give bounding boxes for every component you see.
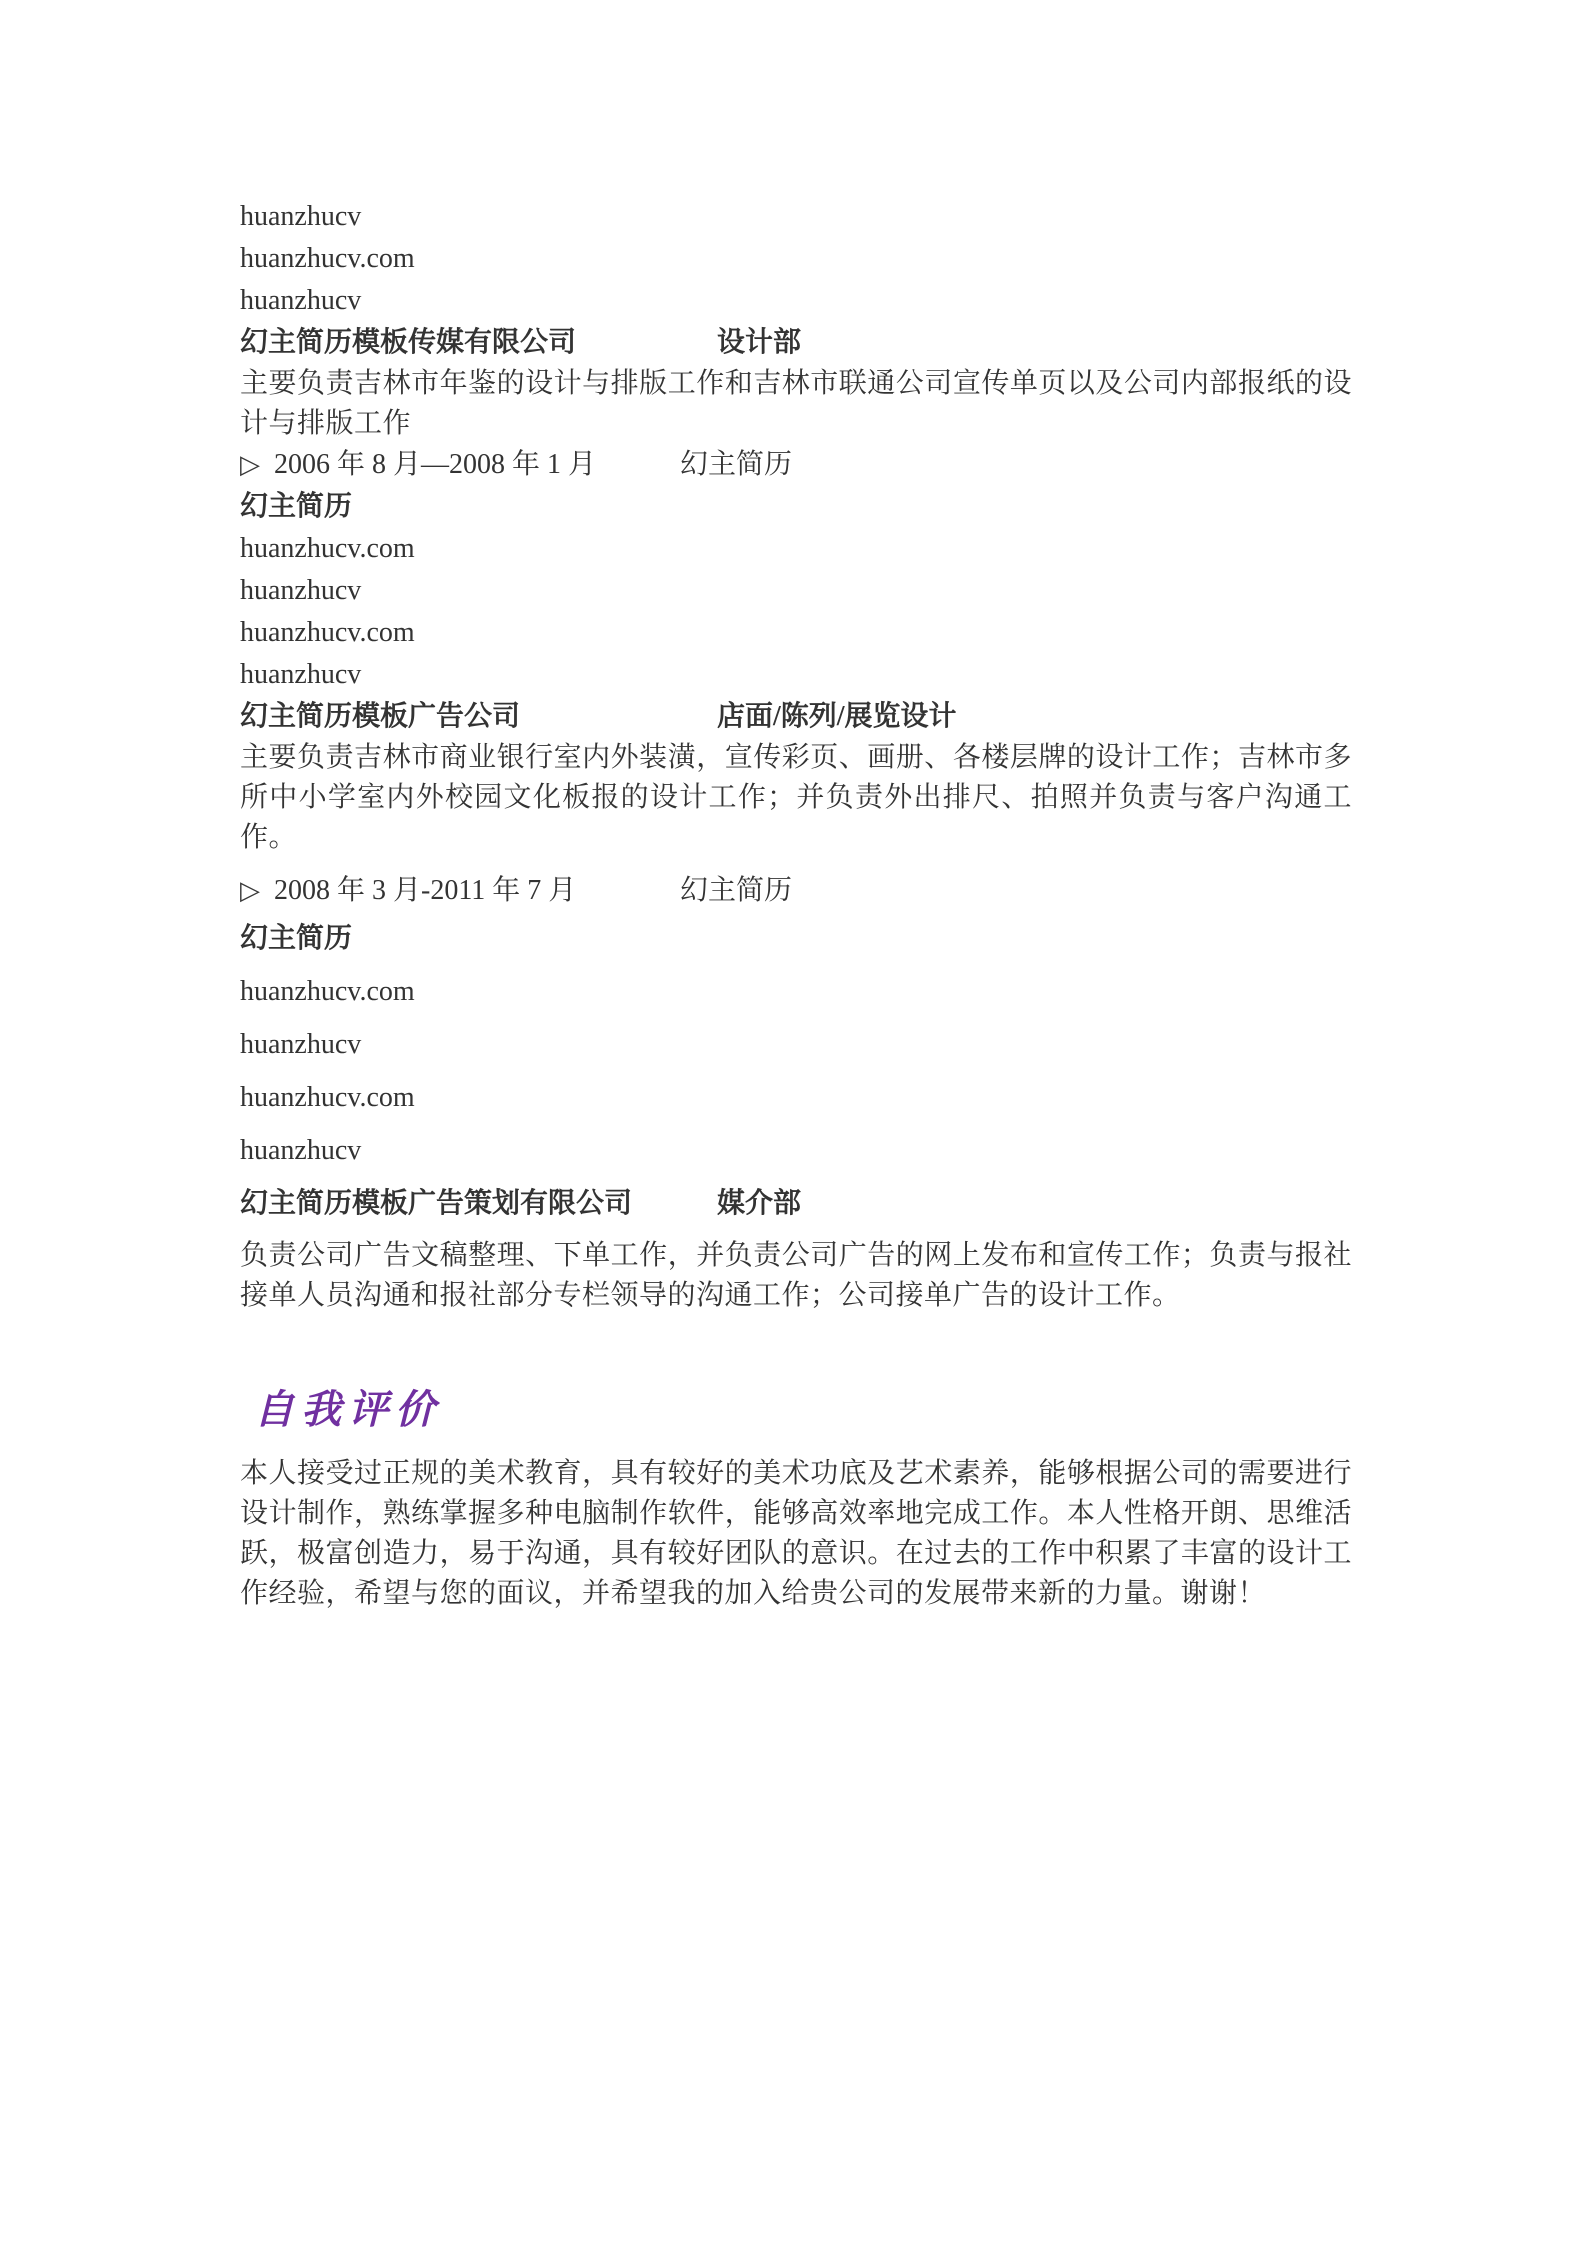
entry-name: 幻主简历 (240, 923, 353, 954)
company-name: 幻主简历模板传媒有限公司 (240, 327, 577, 358)
section-heading-self-evaluation: 自我评价 (254, 1387, 442, 1432)
contact-line: huanzhucv (240, 1135, 362, 1166)
date-range: 2008 年 3 月-2011 年 7 月 (274, 875, 577, 906)
date-left (240, 444, 680, 486)
job-description: 主要负责吉林市商业银行室内外装潢，宣传彩页、画册、各楼层牌的设计工作；吉林市多所中小学室内外校园文化板报的设计工作；并负责外出排尺、拍照并负责与客户沟通工作。 (240, 742, 1352, 853)
work-entry-2 (240, 486, 1352, 912)
job-description: 主要负责吉林市年鉴的设计与排版工作和吉林市联通公司宣传单页以及公司内部报纸的设计与排版工作 (240, 368, 1352, 439)
company-row (240, 696, 1352, 738)
date-company-label: 幻主简历 (680, 449, 793, 480)
triangle-bullet-icon: ▷ (240, 450, 260, 479)
job-description: 负责公司广告文稿整理、下单工作，并负责公司广告的网上发布和宣传工作；负责与报社接单人员沟通和报社部分专栏领导的沟通工作；公司接单广告的设计工作。 (240, 1240, 1352, 1311)
department-name: 店面/陈列/展览设计 (717, 701, 957, 732)
date-left (240, 870, 680, 912)
work-entry-3 (240, 912, 1352, 1316)
contact-line: huanzhucv.com (240, 243, 415, 274)
contact-line: huanzhucv (240, 575, 362, 606)
self-evaluation-body: 本人接受过正规的美术教育，具有较好的美术功底及艺术素养，能够根据公司的需要进行设计制作，熟练掌握多种电脑制作软件，能够高效率地完成工作。本人性格开朗、思维活跃，极富创造力，易于沟通，具有较好团队的意识。在过去的工作中积累了丰富的设计工作经验，希望与您的面议，并希望我的加入给贵公司的发展带来新的力量。谢谢！ (240, 1458, 1352, 1609)
company-row (240, 322, 1352, 364)
date-row (240, 870, 1352, 912)
department-name: 媒介部 (717, 1188, 802, 1219)
resume-content (240, 196, 1352, 1614)
date-company-label: 幻主简历 (680, 875, 793, 906)
department-name: 设计部 (717, 327, 802, 358)
contact-line: huanzhucv (240, 201, 362, 232)
work-entry-1 (240, 196, 1352, 486)
contact-line: huanzhucv (240, 285, 362, 316)
date-range: 2006 年 8 月—2008 年 1 月 (274, 449, 597, 480)
company-name: 幻主简历模板广告策划有限公司 (240, 1188, 633, 1219)
contact-line: huanzhucv.com (240, 533, 415, 564)
triangle-bullet-icon: ▷ (240, 876, 260, 905)
company-name: 幻主简历模板广告公司 (240, 701, 521, 732)
contact-line: huanzhucv.com (240, 976, 415, 1007)
contact-line: huanzhucv.com (240, 617, 415, 648)
date-row (240, 444, 1352, 486)
contact-line: huanzhucv (240, 659, 362, 690)
company-row (240, 1177, 1352, 1230)
self-evaluation-section (240, 1382, 1352, 1614)
entry-name: 幻主简历 (240, 491, 353, 522)
contact-line: huanzhucv (240, 1029, 362, 1060)
contact-line: huanzhucv.com (240, 1082, 415, 1113)
